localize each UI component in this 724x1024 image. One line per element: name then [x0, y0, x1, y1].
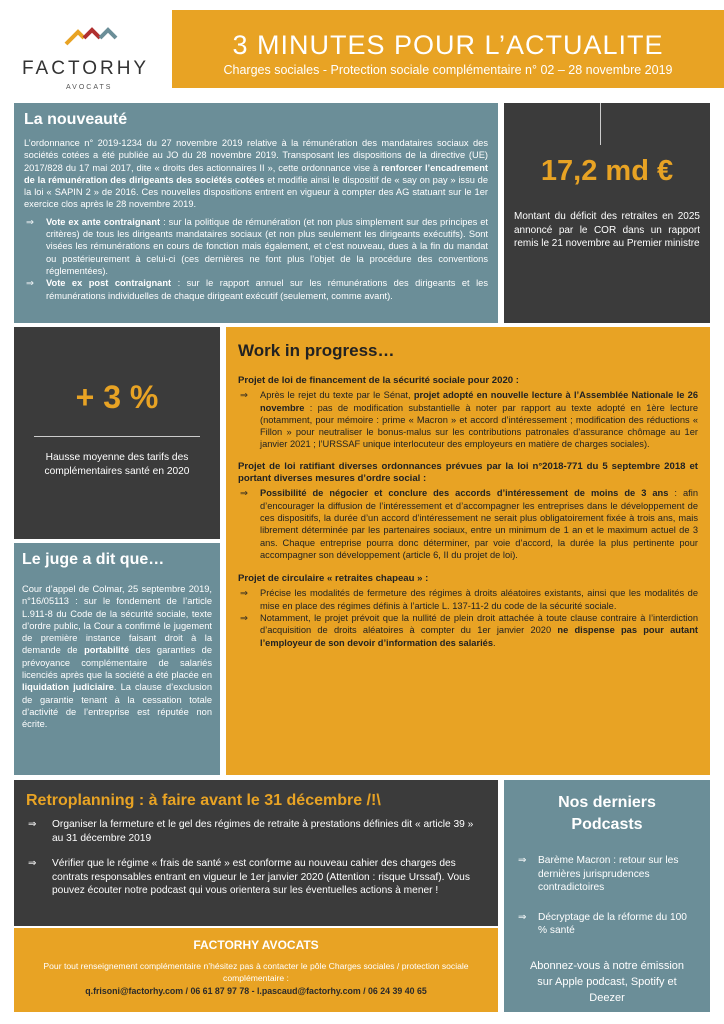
list-item: ⇒ Précise les modalités de fermeture des régimes à droits aléatoires existants, ainsi que les modalités de mise en place des régimes définis à l’article L. 137-11-2 du code de la sécurité sociale.	[238, 587, 698, 612]
juge-text	[22, 583, 212, 731]
juge-section	[14, 543, 220, 775]
podcasts-section	[504, 780, 710, 1012]
item-text: Après le rejet du texte par le Sénat,	[260, 390, 414, 401]
list-item	[238, 612, 698, 649]
list-item: ⇒ Vérifier que le régime « frais de santé » est conforme au nouveau cahier des charges des contrats responsables entrant en vigueur le 1er janvier 2020 (Attention : risque Urssaf). Vous pouvez écouter notre podcast qui vous orientera sur les éventuelles actions à mener !	[26, 857, 486, 898]
item-text-2: .	[493, 637, 496, 648]
list-item	[238, 487, 698, 561]
logo-name: FACTORHY	[22, 58, 150, 79]
item-text: : sur le rapport annuel sur les rémunérations des dirigeants et les rémunérations individuelles de chaque dirigeant exécutif (seulement, comme avant).	[46, 278, 488, 301]
page-title: 3 MINUTES POUR L’ACTUALITE	[232, 30, 664, 60]
stat-complementaire	[14, 327, 220, 539]
retro-title: Retroplanning : à faire avant le 31 décembre /!\	[26, 792, 381, 809]
wip-s3	[238, 573, 698, 649]
item-bold: ne dispense pas pour autant l’employeur de son devoir d’information des salariés	[260, 625, 698, 648]
wip-title: Work in progress…	[238, 341, 395, 360]
juge-bold-1: portabilité	[84, 645, 129, 656]
nouveaute-intro-text-2: et modifie ainsi le dispositif de « say on pay » issu de la loi « SAPIN 2 » de 2016. Ces nouvelles dispositions entrent en vigueur à compter des AG statuant sur le 1er exercice clos après le 28 novembre 2019.	[24, 174, 488, 210]
page-subtitle: Charges sociales - Protection sociale complémentaire n° 02 – 28 novembre 2019	[223, 63, 673, 77]
wip-s1-title: Projet de loi de financement de la sécurité sociale pour 2020 :	[238, 375, 519, 386]
retro-list	[26, 818, 486, 898]
item-bold: Vote ex ante contraignant	[46, 216, 161, 227]
item-bold: projet adopté en nouvelle lecture à l’Assemblée Nationale le 26 novembre	[260, 390, 698, 413]
podcast-item[interactable]: ⇒ Décryptage de la réforme du 100 % santé	[516, 911, 698, 938]
list-item	[238, 389, 698, 450]
podcast-item[interactable]: ⇒ Barème Macron : retour sur les dernières jurisprudences contradictoires	[516, 854, 698, 895]
header-banner	[172, 10, 724, 88]
list-item: ⇒ Organiser la fermeture et le gel des régimes de retraite à prestations définies dit « article 39 » au 31 décembre 2019	[26, 818, 486, 845]
juge-text-b: des garanties de prévoyance complémentaire de salariés licenciés après que la société a été placée en	[22, 645, 212, 681]
juge-bold-2: liquidation judiciaire	[22, 682, 114, 693]
contact-title: FACTORHY AVOCATS	[193, 938, 319, 952]
stat-complementaire-value: + 3 %	[75, 379, 159, 415]
juge-text-c: . La clause d’exclusion de garantie tenant à la cessation totale d’activité de l’entreprise est réputée non écrite.	[22, 682, 212, 730]
wip-s2-list	[238, 487, 698, 561]
podcasts-list	[516, 854, 698, 938]
contact-text: Pour tout renseignement complémentaire n’hésitez pas à contacter le pôle Charges sociales / protection sociale complémentaire :	[43, 961, 469, 983]
wip-section	[226, 327, 710, 775]
logo-sub: AVOCATS	[66, 84, 113, 91]
divider	[34, 436, 200, 437]
list-item	[24, 216, 488, 277]
item-bold: Vote ex post contraignant	[46, 278, 172, 289]
nouveaute-intro-bold: renforcer l’encadrement de la rémunération des dirigeants des sociétés cotées	[24, 162, 488, 185]
list-item	[24, 277, 488, 302]
stat-complementaire-text: Hausse moyenne des tarifs des complémentaires santé en 2020	[44, 452, 190, 477]
stat-deficit-text: Montant du déficit des retraites en 2025 annoncé par le COR dans un rapport remis le 21 novembre au Premier ministre	[514, 211, 700, 249]
item-text: : sur la politique de rémunération (et non plus simplement sur des principes et critères) de tous les dirigeants mandataires sociaux (et non plus seulement les dirigeants exécutifs). Sont visées les rémunérations en cours de fonction mais également, et c’est nouveau, dues à la fin du mandat ou postérieurement à celui-ci (ces dernières ne font plus l’objet de la procédure des conventions réglementées).	[46, 216, 488, 276]
nouveaute-intro	[24, 137, 488, 211]
nouveaute-section	[14, 103, 498, 323]
stat-deficit-value: 17,2 md €	[540, 155, 674, 187]
podcasts-footer: Abonnez-vous à notre émission sur Apple podcast, Spotify et Deezer	[529, 959, 685, 1004]
wip-s1-list	[238, 389, 698, 450]
item-text-2: : pas de modification substantielle à noter par rapport au texte adopté en 1ère lecture (notamment, pour mémoire : prime « Macron » et accord d’intéressement ; modification des réductions « Fillon » pour neutraliser le bonus-malus sur les contributions patronales d’assurance chômage au 1er janvier 2021 ; l’URSSAF unique interlocuteur des employeurs en matière de charges sociales).	[260, 402, 698, 450]
item-text: Notamment, le projet prévoit que la nullité de plein droit attachée à toute clause contraire à l’interdiction d’acquisition de droits aléatoires à compter du 1er janvier 2020	[260, 613, 698, 636]
logo-mark-icon	[62, 22, 120, 52]
divider	[600, 103, 601, 145]
wip-s1	[238, 375, 698, 451]
wip-s3-list	[238, 587, 698, 648]
nouveaute-list	[24, 216, 488, 302]
contact-emails[interactable]: q.frisoni@factorhy.com / 06 61 87 97 78 - l.pascaud@factorhy.com / 06 24 39 40 65	[85, 986, 427, 996]
retro-section	[14, 780, 498, 926]
nouveaute-title: La nouveauté	[24, 111, 128, 128]
juge-title: Le juge a dit que…	[22, 551, 165, 568]
wip-s3-title: Projet de circulaire « retraites chapeau » :	[238, 573, 429, 585]
nouveaute-intro-text: L’ordonnance n° 2019-1234 du 27 novembre 2019 relative à la rémunération des mandataires sociaux des sociétés cotées a été publiée au JO du 28 novembre 2019. Transposant les dispositions de la directive (UE) 2017/828 du 17 mai 2017, dite « droits des actionnaires II », cette ordonnance vise à	[24, 138, 488, 173]
juge-text-a: Cour d’appel de Colmar, 25 septembre 2019, n°16/05113 : sur le fondement de l’article L.911-8 du Code de la sécurité sociale, texte d’ordre public, la Cour a confirmé le jugement de première instance faisant droit à la demande de	[22, 584, 212, 656]
contact-section	[14, 928, 498, 1012]
item-bold: Possibilité de négocier et conclure des accords d’intéressement de moins de 3 ans	[260, 488, 669, 499]
wip-s2-title: Projet de loi ratifiant diverses ordonnances prévues par la loi n°2018-771 du 5 septembre 2018 et portant diverses mesures d’ordre social :	[238, 460, 698, 485]
logo	[0, 0, 172, 100]
stat-deficit	[504, 103, 710, 323]
podcasts-title: Nos derniers Podcasts	[558, 794, 656, 833]
wip-s2	[238, 461, 698, 561]
item-text: : afin d’encourager la diffusion de l’intéressement et d’accompagner les entreprises dans le développement de ces dispositifs, la durée d’un accord d’intéressement ne serait plus obligatoirement fixée à trois ans, mais librement déterminée par les partenaires sociaux, entre un minimum de 1 an et le maximum actuel de 3 ans. Chaque entreprise pourra donc déterminer, par voie d’accord, la durée la plus pertinente pour accompagner son développement (article 6, II du projet de loi).	[260, 488, 698, 560]
